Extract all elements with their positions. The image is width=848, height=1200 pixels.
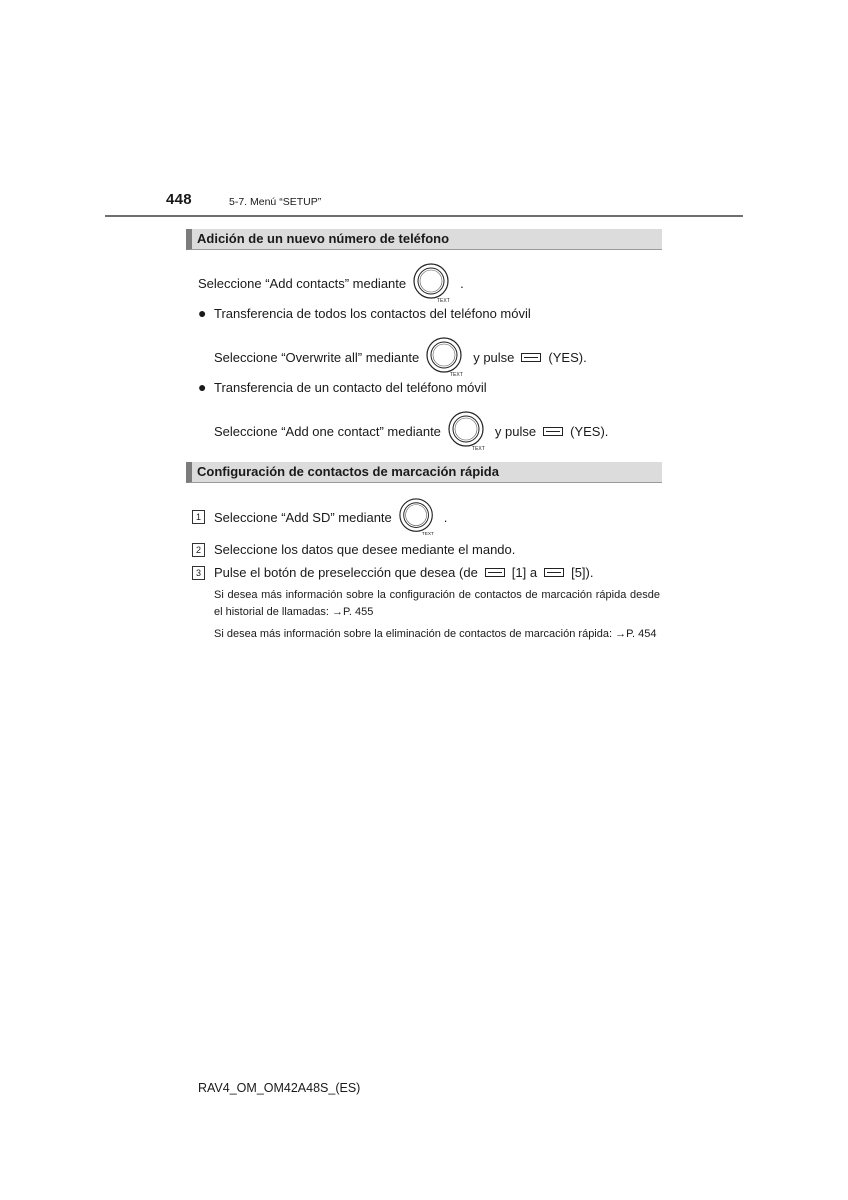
svg-text:TEXT: TEXT: [421, 532, 434, 537]
svg-text:TEXT: TEXT: [471, 446, 485, 452]
preset-button-icon: [485, 568, 505, 577]
bullet-transfer-one: [198, 379, 487, 395]
instruction-text: Seleccione “Add contacts” mediante: [198, 275, 407, 291]
note-speed-dial-delete: Si desea más información sobre la eliminación de contactos de marcación rápida: →P. 454: [214, 628, 657, 640]
instruction-overwrite-all: [214, 336, 587, 378]
instruction-text: y pulse: [473, 349, 515, 365]
page-number: 448: [166, 191, 192, 208]
step-text: Seleccione los datos que desee mediante el mando.: [214, 542, 516, 557]
preset-button-icon: [543, 427, 563, 436]
bullet-text: Transferencia de un contacto del teléfono móvil: [214, 379, 487, 395]
step-text: [1] a: [511, 565, 538, 580]
step-text: Seleccione “Add SD” mediante: [214, 509, 392, 525]
tune-knob-icon: [425, 336, 467, 378]
instruction-text: Seleccione “Overwrite all” mediante: [214, 349, 420, 365]
step-text-end: [5]).: [571, 565, 594, 580]
tune-knob-icon: [447, 410, 489, 452]
preset-button-icon: [521, 353, 541, 362]
step-text: Pulse el botón de preselección que desea (de: [214, 565, 478, 580]
section-heading-speed-dial: Configuración de contactos de marcación rápida: [186, 462, 662, 483]
step-number: 3: [192, 566, 205, 580]
svg-text:TEXT: TEXT: [437, 298, 450, 304]
bullet-text: Transferencia de todos los contactos del teléfono móvil: [214, 305, 531, 321]
section-heading-add-number: Adición de un nuevo número de teléfono: [186, 229, 662, 250]
tune-knob-icon: [398, 497, 438, 537]
instruction-add-contacts: [198, 262, 464, 304]
instruction-text: y pulse: [494, 423, 537, 439]
instruction-add-one-contact: [214, 410, 608, 452]
step-2: [192, 542, 515, 557]
instruction-text-end: (YES).: [548, 349, 587, 365]
bullet-icon: ●: [198, 305, 207, 321]
preset-button-icon: [544, 568, 564, 577]
bullet-icon: ●: [198, 379, 207, 395]
instruction-text-end: .: [460, 275, 464, 291]
step-number: 2: [192, 543, 205, 557]
step-1: [192, 497, 447, 537]
tune-knob-icon: [412, 262, 454, 304]
document-code: RAV4_OM_OM42A48S_(ES): [198, 1081, 361, 1095]
note-speed-dial-history: Si desea más información sobre la configuración de contactos de marcación rápida desde el historial de llamadas: →P. 455: [214, 589, 660, 618]
svg-text:TEXT: TEXT: [450, 372, 463, 378]
instruction-text-end: (YES).: [570, 423, 609, 439]
header-divider: [105, 215, 743, 217]
step-3: [192, 565, 594, 580]
step-text-end: .: [443, 509, 448, 525]
breadcrumb: 5-7. Menú “SETUP”: [229, 196, 322, 208]
step-number: 1: [192, 510, 205, 524]
instruction-text: Seleccione “Add one contact” mediante: [214, 423, 441, 439]
bullet-transfer-all: [198, 305, 531, 321]
